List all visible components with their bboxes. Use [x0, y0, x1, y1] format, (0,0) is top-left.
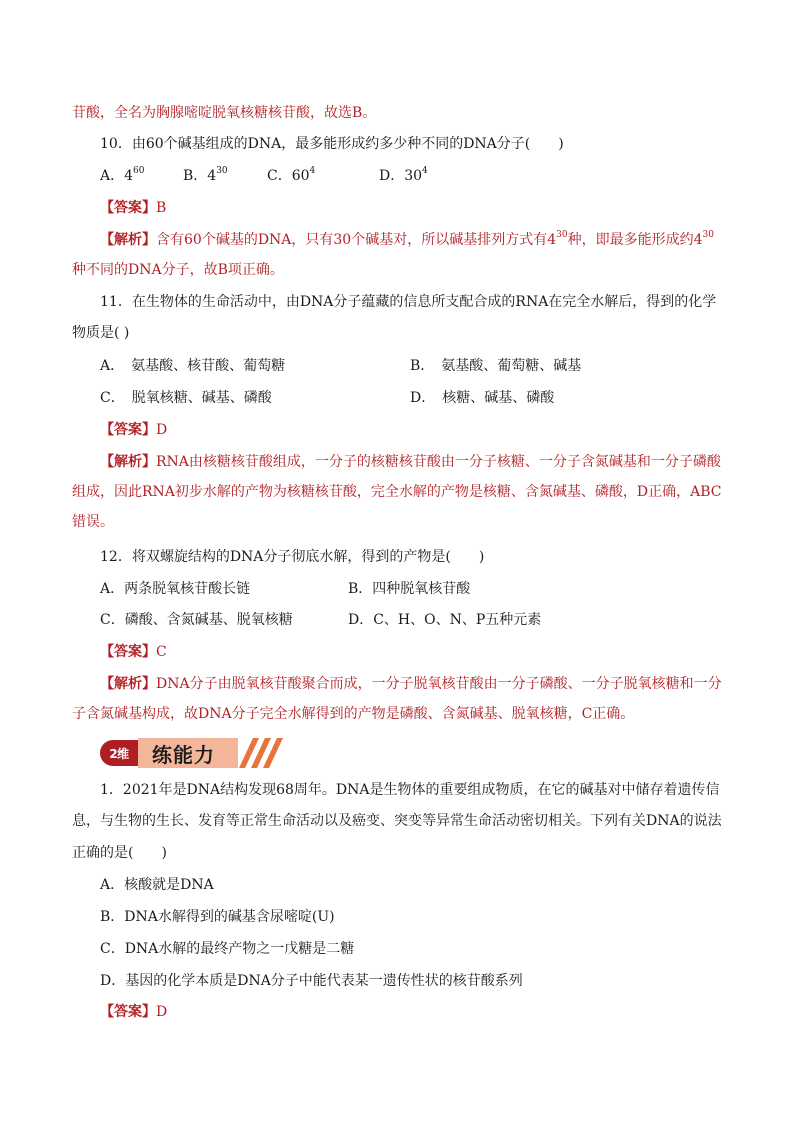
- section-banner: [100, 735, 290, 769]
- option-b: B．DNA水解得到的碱基含尿嘧啶(U): [100, 909, 335, 925]
- practice-1-line2: 息，与生物的生长、发育等正常生命活动以及癌变、突变等异常生命活动密切相关。下列有关DNA的说法: [72, 813, 722, 829]
- analysis-11-line1: 【解析】RNA由核糖核苷酸组成，一分子的核糖核苷酸由一分子核糖、一分子含氮碱基和一分子磷酸: [100, 454, 721, 470]
- option-a: A． 氨基酸、核苷酸、葡萄糖: [100, 358, 286, 374]
- question-11-options-row2: [100, 388, 750, 408]
- answer-practice-1: 【答案】D: [100, 1004, 168, 1020]
- practice-1-line3: 正确的是( ): [72, 845, 167, 861]
- question-12-options-row2: [100, 610, 750, 630]
- answer-10: 【答案】B: [100, 200, 167, 216]
- question-10: 10．由60个碱基组成的DNA，最多能形成约多少种不同的DNA分子( ): [100, 136, 564, 152]
- option-d: D．C、H、O、N、P五种元素: [348, 612, 542, 628]
- section-badge: 2维: [100, 740, 138, 766]
- option-a: A．两条脱氧核苷酸长链: [100, 581, 251, 597]
- analysis-11-line2: 组成，因此RNA初步水解的产物为核糖核苷酸，完全水解的产物是核糖、含氮碱基、磷酸，D正确，ABC: [72, 484, 722, 500]
- option-d: D．基因的化学本质是DNA分子中能代表某一遗传性状的核苷酸系列: [100, 973, 523, 989]
- answer-12: 【答案】C: [100, 644, 167, 660]
- answer-11: 【答案】D: [100, 422, 168, 438]
- option-d: D．$30^4$: [379, 166, 428, 184]
- analysis-10-line2: 种不同的DNA分子，故B项正确。: [72, 262, 284, 278]
- question-10-options: [100, 166, 750, 186]
- analysis-12-line2: 子含氮碱基构成，故DNA分子完全水解得到的产物是磷酸、含氮碱基、脱氧核糖，C正确。: [72, 706, 635, 722]
- question-11-line1: 11．在生物体的生命活动中，由DNA分子蕴藏的信息所支配合成的RNA在完全水解后，得到的化学: [100, 294, 717, 310]
- analysis-12-line1: 【解析】DNA分子由脱氧核苷酸聚合而成，一分子脱氧核苷酸由一分子磷酸、一分子脱氧核糖和一分: [100, 676, 722, 692]
- option-a: A．$4^{60}$: [100, 166, 145, 184]
- question-12: 12．将双螺旋结构的DNA分子彻底水解，得到的产物是( ): [100, 549, 485, 565]
- option-c: C． 脱氧核糖、碱基、磷酸: [100, 390, 272, 406]
- prev-analysis-tail: 苷酸，全名为胸腺嘧啶脱氧核糖核苷酸，故选B。: [72, 105, 377, 121]
- analysis-10-line1: 【解析】含有60个碱基的DNA，只有30个碱基对，所以碱基排列方式有$4^{30}$种，即最多能形成约$4^{30}$: [100, 230, 714, 248]
- option-c: C．DNA水解的最终产物之一戊糖是二糖: [100, 941, 355, 957]
- question-11-line2: 物质是( ): [72, 325, 130, 341]
- option-a: A．核酸就是DNA: [100, 877, 214, 893]
- section-title: 练能力: [138, 738, 238, 768]
- option-c: C．磷酸、含氮碱基、脱氧核糖: [100, 612, 293, 628]
- analysis-11-line3: 错误。: [72, 514, 114, 530]
- option-c: C．$60^4$: [267, 166, 316, 184]
- question-12-options-row1: [100, 579, 750, 599]
- option-b: B．四种脱氧核苷酸: [348, 581, 471, 597]
- practice-1-line1: 1．2021年是DNA结构发现68周年。DNA是生物体的重要组成物质，在它的碱基对中储存着遗传信: [100, 782, 720, 798]
- option-b: B．$4^{30}$: [183, 166, 228, 184]
- question-11-options-row1: [100, 356, 750, 376]
- option-d: D． 核糖、碱基、磷酸: [410, 390, 555, 406]
- option-b: B． 氨基酸、葡萄糖、碱基: [410, 358, 582, 374]
